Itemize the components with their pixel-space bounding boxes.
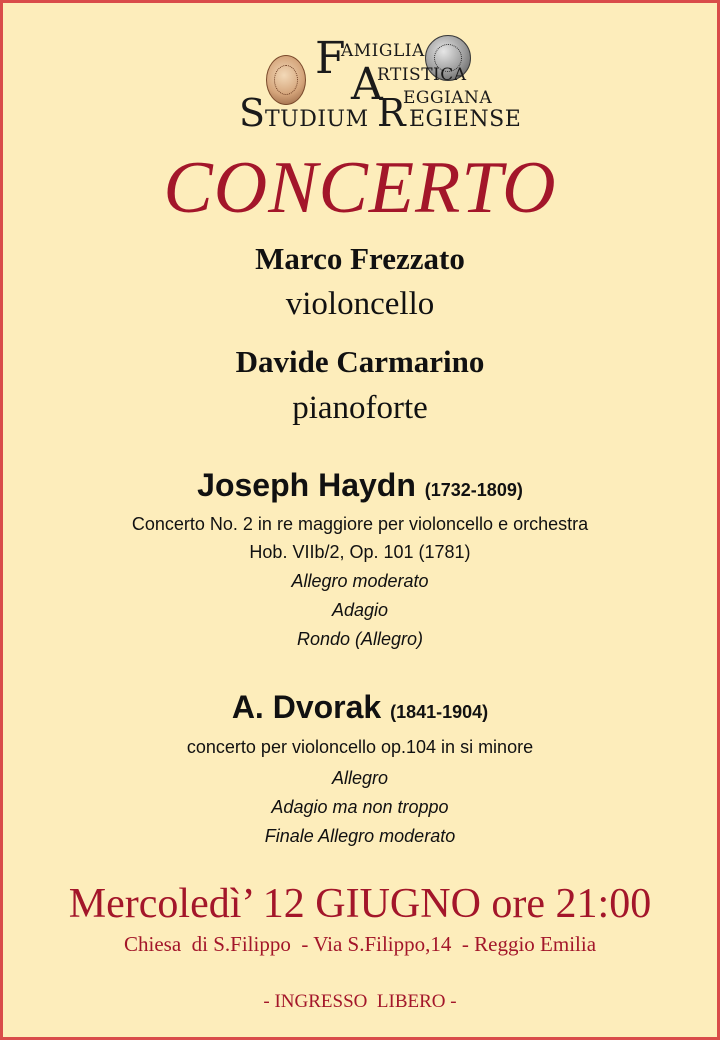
work-1-line-2: Hob. VIIb/2, Op. 101 (1781) — [249, 542, 471, 562]
logo-text-egiense: EGIENSE — [409, 107, 522, 132]
concert-title: CONCERTO — [163, 147, 557, 229]
logo-text-tudium: TUDIUM — [265, 107, 369, 132]
logo-text-rtistica: RTISTICA — [377, 65, 467, 85]
logo-text-amiglia: AMIGLIA — [341, 41, 425, 61]
logo-text-eggiana: EGGIANA — [403, 88, 493, 108]
far-studium-logo — [233, 33, 522, 135]
work-2-movement-1: Allegro — [331, 768, 389, 788]
composer-2-years: (1841-1904) — [390, 702, 489, 722]
work-1-movement-1: Allegro moderato — [291, 571, 429, 591]
work-2-movement-3: Finale Allegro moderato — [264, 826, 456, 846]
composer-1-name: Joseph Haydn — [197, 467, 416, 503]
work-1-movement-2: Adagio — [331, 600, 389, 620]
work-1-movement-3: Rondo (Allegro) — [296, 629, 424, 649]
composer-2-name: A. Dvorak — [231, 689, 382, 725]
work-1-line-1: Concerto No. 2 in re maggiore per violoncello e orchestra — [131, 514, 589, 534]
entry-note: - INGRESSO LIBERO - — [263, 991, 457, 1012]
event-date: Mercoledì’ 12 GIUGNO ore 21:00 — [68, 881, 652, 927]
event-venue: Chiesa di S.Filippo - Via S.Filippo,14 - Reggio Emilia — [123, 932, 597, 956]
performer-1-name: Marco Frezzato — [255, 241, 465, 276]
work-2-line-1: concerto per violoncello op.104 in si minore — [186, 737, 534, 757]
logo-initial-f: F — [315, 33, 347, 84]
performer-2-instrument: pianoforte — [292, 390, 428, 426]
performer-2-name: Davide Carmarino — [235, 344, 485, 379]
logo-initial-a: A — [351, 59, 384, 110]
logo-initial-s: S — [239, 91, 266, 135]
logo-initial-r: R — [377, 91, 407, 135]
composer-1-years: (1732-1809) — [424, 480, 523, 500]
bronze-seal-icon — [266, 55, 306, 105]
performer-1-instrument: violoncello — [285, 286, 435, 322]
composer-2 — [3, 687, 717, 732]
work-2-movement-2: Adagio ma non troppo — [271, 797, 449, 817]
composer-1 — [3, 465, 717, 510]
